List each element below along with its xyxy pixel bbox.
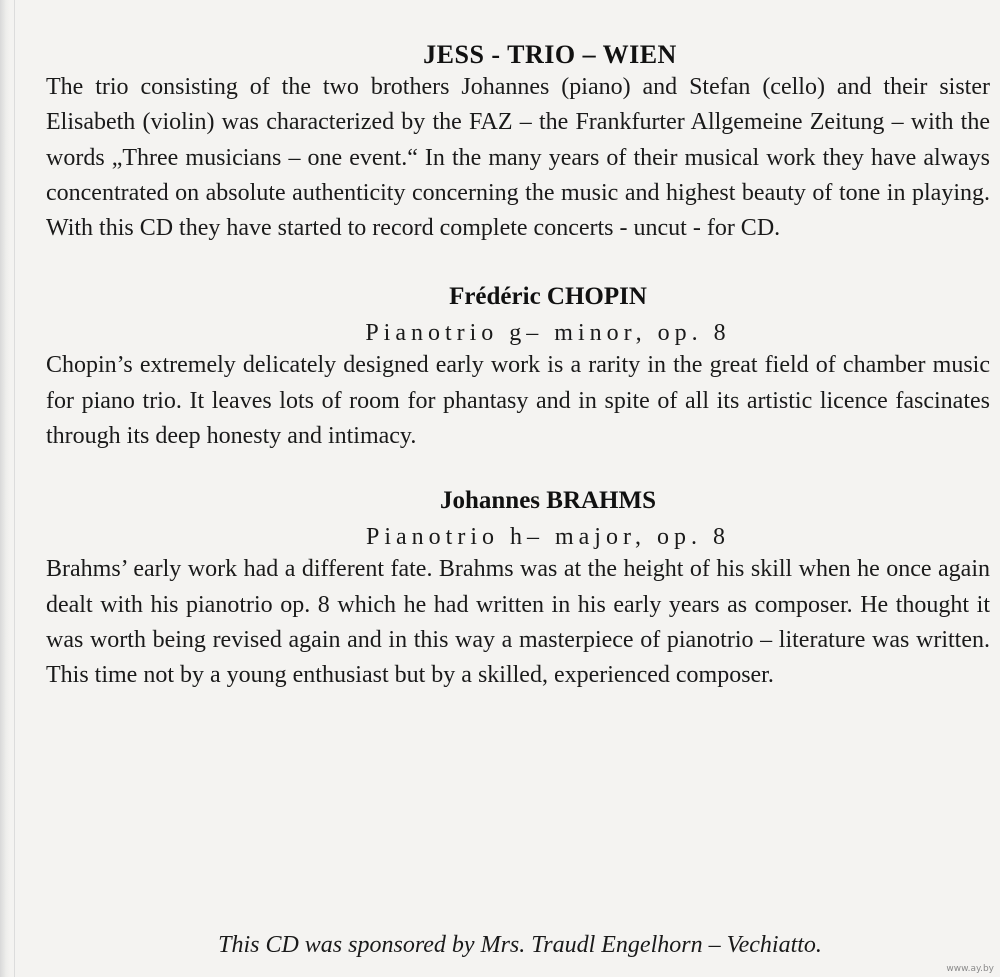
brahms-work: Pianotrio h– major, op. 8: [365, 524, 730, 551]
watermark: www.ay.by: [946, 964, 994, 974]
brahms-section: [46, 486, 990, 693]
page-fold-line: [14, 0, 15, 977]
brahms-heading: Johannes BRAHMS: [439, 487, 656, 515]
intro-section: [46, 40, 990, 246]
chopin-work: Pianotrio g– minor, op. 8: [365, 320, 731, 347]
brahms-paragraph: Brahms’ early work had a different fate. Brahms was at the height of his skill when he once again dealt with his pianotrio op. 8 which he had written in his early years as composer. He thought it was worth being revised again and in this way a masterpiece of pianotrio – literature was written. This time not by a young enthusiast but by a skilled, experienced composer.: [46, 556, 990, 689]
sponsor-note: This CD was sponsored by Mrs. Traudl Engelhorn – Vechiatto.: [218, 932, 822, 958]
booklet-page: [46, 40, 990, 694]
intro-paragraph: The trio consisting of the two brothers Johannes (piano) and Stefan (cello) and their sister Elisabeth (violin) was characterized by the FAZ – the Frankfurter Allgemeine Zeitung – with the words „Three musicians – one event.“ In the many years of their musical work they have always concentrated on absolute authenticity concerning the music and highest beauty of tone in playing. With this CD they have started to record complete concerts - uncut - for CD.: [46, 74, 990, 242]
chopin-heading: Frédéric CHOPIN: [449, 283, 647, 311]
chopin-paragraph: Chopin’s extremely delicately designed early work is a rarity in the great field of chamber music for piano trio. It leaves lots of room for phantasy and in spite of all its artistic licence fascinates through its deep honesty and intimacy.: [46, 352, 990, 450]
page-edge: [0, 0, 10, 977]
chopin-section: [46, 282, 990, 454]
trio-title: JESS - TRIO – WIEN: [423, 40, 677, 69]
